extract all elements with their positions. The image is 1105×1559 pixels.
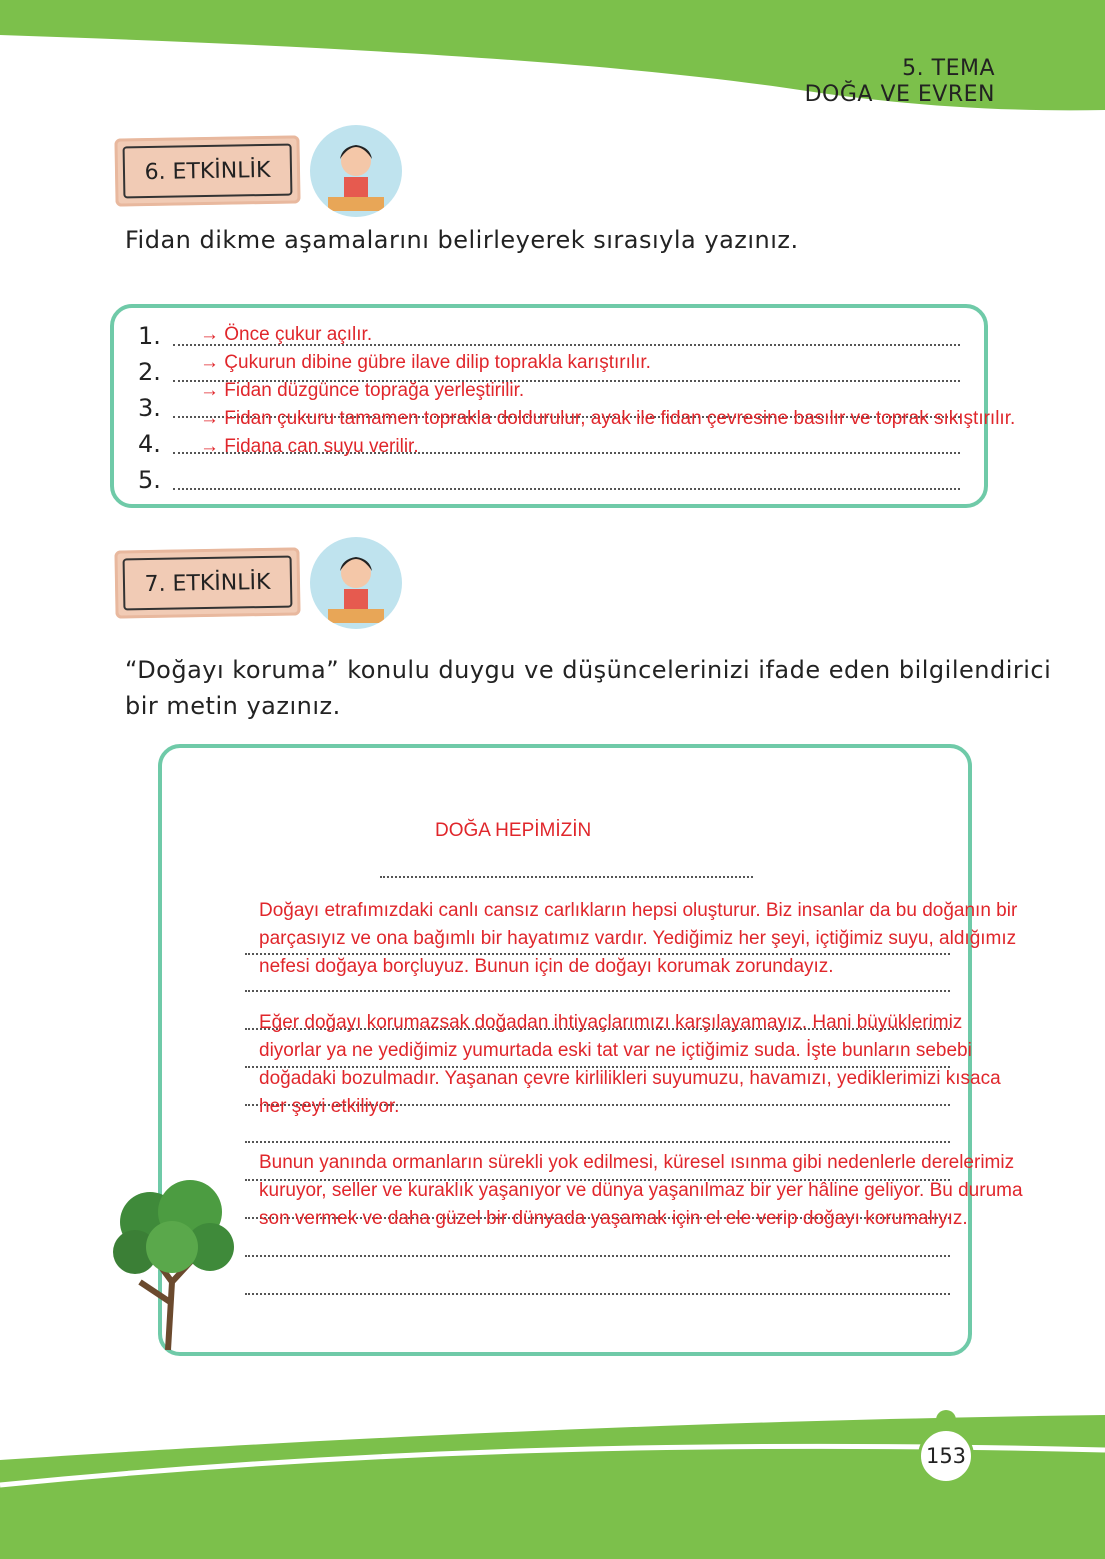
activity-6-label: 6. ETKİNLİK [144, 157, 271, 185]
essay-line[interactable]: nefesi doğaya borçluyuz. Bunun için de doğayı korumak zorundayız. [259, 956, 834, 977]
essay-line[interactable]: parçasıyız ve ona bağımlı bir hayatımız vardır. Yediğimiz her şeyi, içtiğimiz suyu, aldığımız [259, 928, 1017, 949]
girl-writing-avatar [310, 537, 402, 629]
step-answer[interactable]: → Fidan düzgünce toprağa yerleştirilir. [200, 380, 525, 401]
essay-line[interactable]: kuruyor, seller ve kuraklık yaşanıyor ve dünya yaşanılmaz bir yer hâline geliyor. Bu duruma [259, 1180, 1023, 1201]
activity-7-label: 7. ETKİNLİK [144, 569, 271, 597]
step-dotted-line [173, 488, 960, 490]
essay-line[interactable]: Doğayı etrafımızdaki canlı cansız carlıkların hepsi oluşturur. Biz insanlar da bu doğanın bir [259, 900, 1018, 921]
writing-dotted-line [245, 1255, 950, 1257]
writing-dotted-line [245, 1293, 950, 1295]
girl-writing-avatar [310, 125, 402, 217]
step-answer[interactable]: → Fidana can suyu verilir. [200, 436, 419, 457]
writing-dotted-line [245, 1141, 950, 1143]
step-number: 3. [138, 394, 161, 422]
page-number: 153 [918, 1428, 974, 1484]
writing-dotted-line [245, 990, 950, 992]
activity-6-instruction: Fidan dikme aşamalarını belirleyerek sırasıyla yazınız. [125, 226, 799, 254]
essay-line[interactable]: diyorlar ya ne yediğimiz yumurtada eski tat var ne içtiğimiz suda. İşte bunların sebebi [259, 1040, 972, 1061]
title-dotted-line [380, 876, 753, 878]
activity-7-banner [114, 547, 300, 618]
step-number: 5. [138, 466, 161, 494]
theme-title: DOĞA VE EVREN [804, 82, 995, 107]
theme-number: 5. TEMA [902, 56, 995, 81]
essay-line[interactable]: her şeyi etkiliyor. [259, 1096, 400, 1117]
essay-line[interactable]: doğadaki bozulmadır. Yaşanan çevre kirlilikleri suyumuzu, havamızı, yediklerimizi kısaca [259, 1068, 1001, 1089]
activity-7-instruction [125, 652, 1051, 724]
instruction-line: “Doğayı koruma” konulu duygu ve düşüncelerinizi ifade eden bilgilendirici [125, 656, 1052, 684]
essay-title[interactable]: DOĞA HEPİMİZİN [435, 820, 592, 841]
writing-dotted-line [245, 953, 950, 955]
instruction-line: bir metin yazınız. [125, 692, 341, 720]
activity-6-banner [114, 135, 300, 206]
step-number: 2. [138, 358, 161, 386]
step-answer[interactable]: → Çukurun dibine gübre ilave dilip toprakla karıştırılır. [200, 352, 651, 373]
tree-illustration [110, 1172, 240, 1352]
step-answer[interactable]: → Önce çukur açılır. [200, 324, 373, 345]
essay-line[interactable]: son vermek ve daha güzel bir dünyada yaşamak için el ele verip doğayı korumalıyız. [259, 1208, 968, 1229]
step-answer[interactable]: → Fidan çukuru tamamen toprakla doldurulur, ayak ile fidan çevresine basılır ve toprak sıkıştırılır. [200, 408, 1016, 429]
theme-header [805, 56, 995, 108]
essay-line[interactable]: Eğer doğayı korumazsak doğadan ihtiyaçlarımızı karşılayamayız. Hani büyüklerimiz [259, 1012, 963, 1033]
step-number: 4. [138, 430, 161, 458]
step-number: 1. [138, 322, 161, 350]
essay-line[interactable]: Bunun yanında ormanların sürekli yok edilmesi, küresel ısınma gibi nedenlerle derelerimiz [259, 1152, 1015, 1173]
